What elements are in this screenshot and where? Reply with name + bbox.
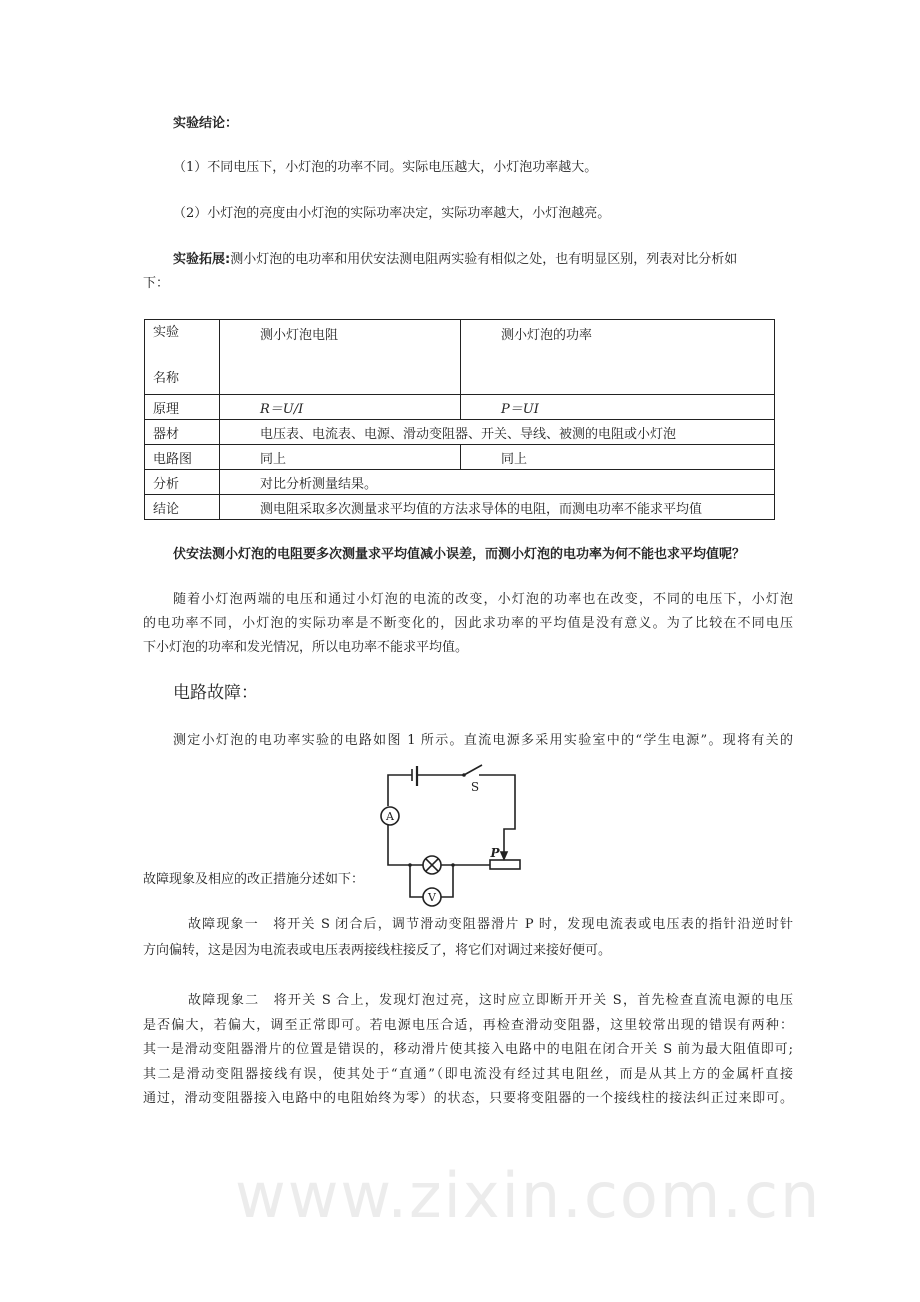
junction-left [408, 863, 412, 867]
faults-intro: 测定小灯泡的电功率实验的电路如图 1 所示。直流电源多采用实验室中的“学生电源”。现将有关的 [173, 733, 793, 748]
header-col-2: 测小灯泡的功率 [461, 320, 775, 395]
junction-right [451, 863, 455, 867]
lamp-cross [426, 859, 439, 872]
table-cell: 同上 [220, 445, 461, 470]
row-label: 结论 [145, 495, 220, 520]
table-row [145, 395, 775, 420]
fault2-line-5: 通过，滑动变阻器接入电路中的电阻始终为零）的状态，只要将变阻器的一个接线柱的接法纠正过来即可。 [143, 1091, 793, 1106]
answer-line-1: 随着小灯泡两端的电压和通过小灯泡的电流的改变，小灯泡的功率也在改变，不同的电压下，小灯泡 [173, 592, 793, 607]
conclusion-heading: 实验结论： [173, 116, 239, 131]
switch-pivot [462, 773, 466, 777]
fault2-line-2: 是否偏大，若偏大，调至正常即可。若电源电压合适，再检查滑动变阻器，这里较常出现的错误有两种： [143, 1018, 793, 1033]
table-header-row [145, 320, 775, 395]
table-row [145, 495, 775, 520]
table-cell: P＝UI [461, 395, 775, 420]
table-cell [145, 320, 220, 395]
row-label: 器材 [145, 420, 220, 445]
table-cell: R＝U/I [220, 395, 461, 420]
comparison-table [144, 319, 775, 520]
fault2-line-3: 其一是滑动变阻器滑片的位置是错误的，移动滑片使其接入电路中的电阻在闭合开关 S 前为最大阻值即可; [143, 1042, 793, 1057]
rheostat [490, 860, 520, 869]
answer-line-3: 下小灯泡的功率和发光情况，所以电功率不能求平均值。 [143, 640, 469, 655]
table-cell: 对比分析测量结果。 [220, 470, 775, 495]
slider-arrow [501, 852, 507, 859]
question: 伏安法测小灯泡的电阻要多次测量求平均值减小误差，而测小灯泡的电功率为何不能也求平均值呢？ [173, 547, 746, 562]
fault2-line-4: 其二是滑动变阻器接线有误，使其处于“直通”（即电流没有经过其电阻丝，而是从其上方的金属杆直接 [143, 1067, 793, 1082]
conclusion-item-2: （2）小灯泡的亮度由小灯泡的实际功率决定，实际功率越大，小灯泡越亮。 [173, 206, 611, 221]
header-label-bottom: 名称 [153, 371, 180, 386]
extension-line-1: 测小灯泡的电功率和用伏安法测电阻两实验有相似之处，也有明显区别，列表对比分析如 [230, 252, 738, 267]
fault1-line-2: 方向偏转，这是因为电流表或电压表两接线柱接反了，将它们对调过来接好便可。 [143, 943, 612, 958]
table-row [145, 420, 775, 445]
table-cell: 电压表、电流表、电源、滑动变阻器、开关、导线、被测的电阻或小灯泡 [220, 420, 775, 445]
header-label-top: 实验 [153, 325, 180, 340]
answer-line-2: 的电功率不同，小灯泡的实际功率是不断变化的，因此求功率的平均值是没有意义。为了比较在不同电压 [143, 616, 793, 631]
extension-line-2: 下： [143, 276, 170, 291]
extension-paragraph [173, 251, 793, 269]
ammeter-label: A [386, 810, 394, 823]
row-label: 原理 [145, 395, 220, 420]
table-row [145, 470, 775, 495]
table-row [145, 445, 775, 470]
extension-label: 实验拓展: [173, 252, 231, 267]
faults-intro-2: 故障现象及相应的改正措施分述如下： [143, 872, 365, 887]
table-cell: 同上 [461, 445, 775, 470]
conclusion-item-1: （1）不同电压下，小灯泡的功率不同。实际电压越大，小灯泡功率越大。 [173, 160, 598, 175]
voltmeter-label: V [428, 891, 436, 904]
fault2-line-1: 故障现象二 将开关 S 合上，发现灯泡过亮，这时应立即断开开关 S，首先检查直流电源的电压 [188, 993, 793, 1008]
fault1-line-1: 故障现象一 将开关 S 闭合后，调节滑动变阻器滑片 P 时，发现电流表或电压表的指针沿逆时针 [188, 917, 793, 932]
watermark: www.zixin.com.cn [235, 1159, 822, 1232]
table-cell: 测电阻采取多次测量求平均值的方法求导体的电阻，而测电功率不能求平均值 [220, 495, 775, 520]
slider-label: P [490, 846, 500, 860]
faults-heading: 电路故障： [173, 683, 258, 703]
switch-label: S [470, 780, 480, 794]
circuit-diagram [370, 755, 540, 925]
switch-blade [464, 765, 482, 775]
header-col-1: 测小灯泡电阻 [220, 320, 461, 395]
wire-top-left [388, 775, 464, 806]
row-label: 分析 [145, 470, 220, 495]
row-label: 电路图 [145, 445, 220, 470]
